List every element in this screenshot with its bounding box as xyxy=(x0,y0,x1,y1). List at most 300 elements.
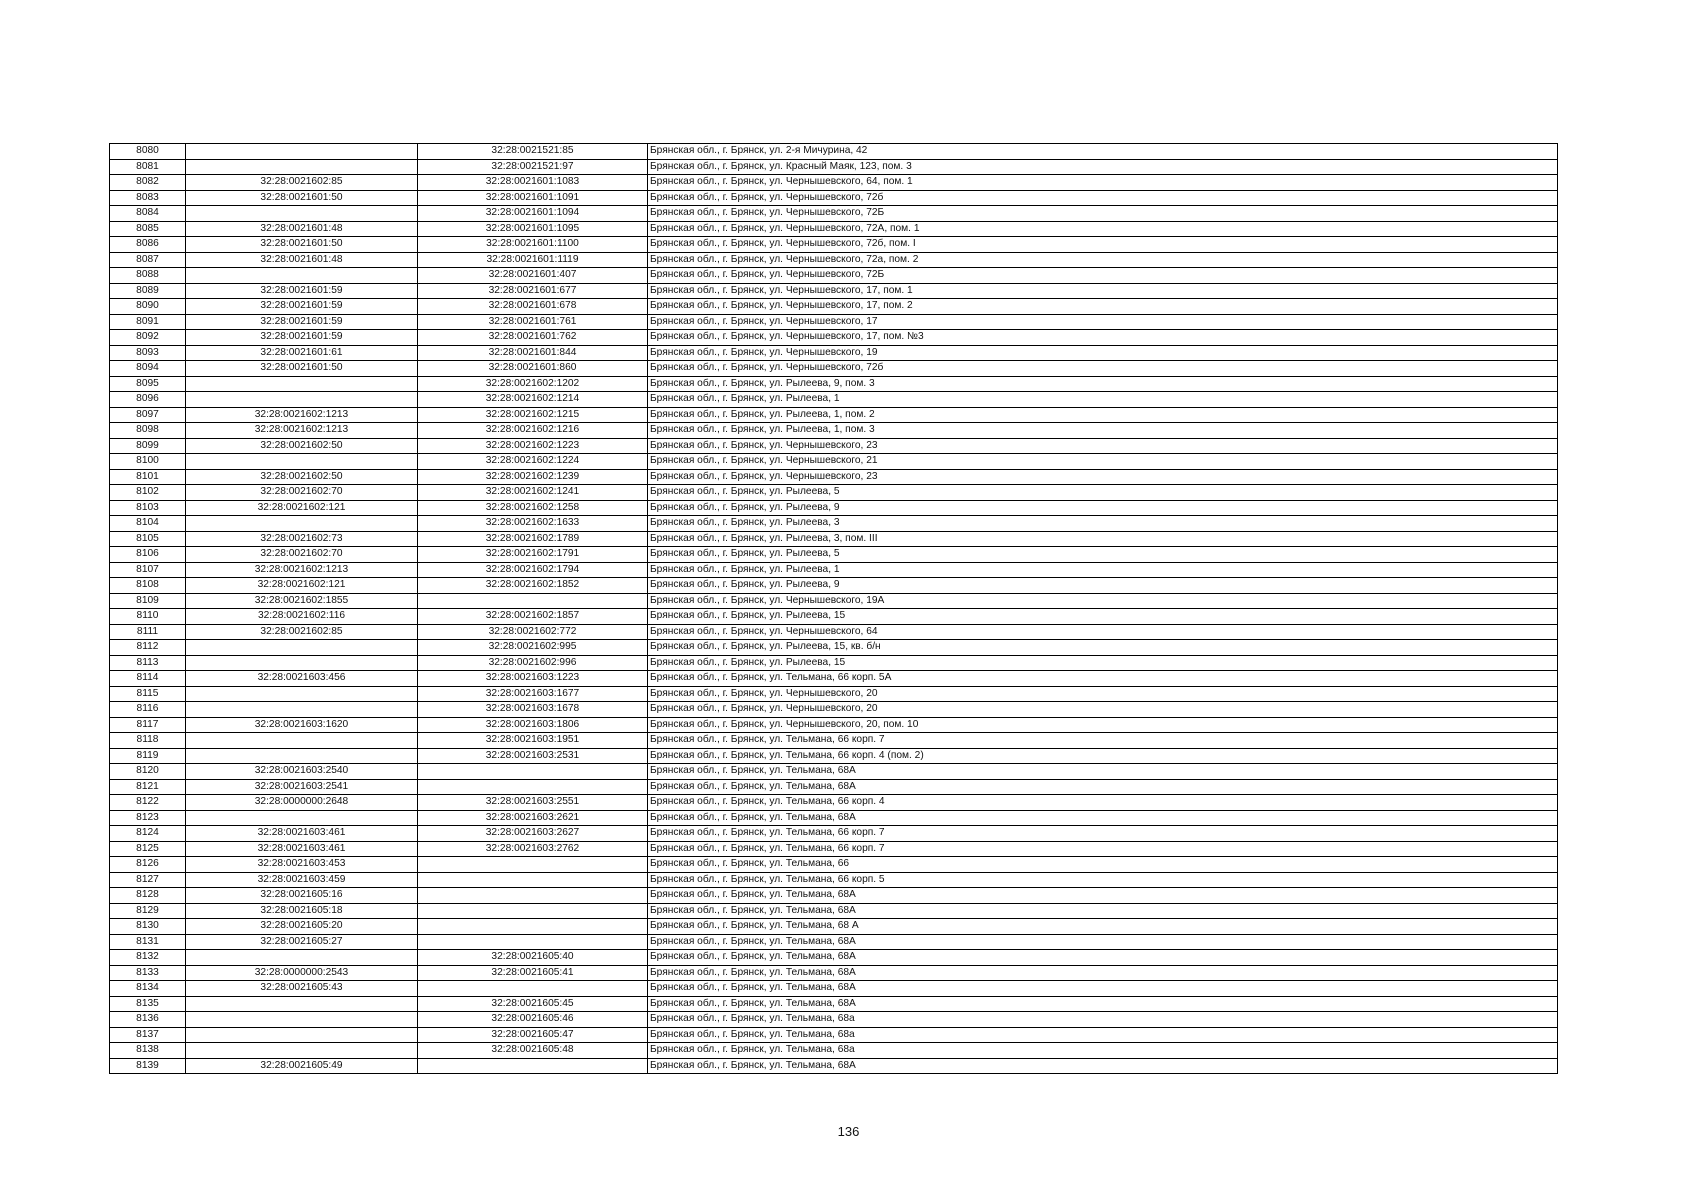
table-row xyxy=(110,516,1558,532)
cadastral-number-cell: 32:28:0021601:1091 xyxy=(418,190,648,206)
cadastral-number-cell: 32:28:0021602:995 xyxy=(418,640,648,656)
table-row xyxy=(110,500,1558,516)
cadastral-number-cell: 32:28:0021602:996 xyxy=(418,655,648,671)
table-row xyxy=(110,438,1558,454)
cadastral-number-cell xyxy=(418,934,648,950)
parent-cadastral-cell xyxy=(186,454,418,470)
table-row xyxy=(110,593,1558,609)
address-cell: Брянская обл., г. Брянск, ул. Рылеева, 5 xyxy=(648,547,1558,563)
parent-cadastral-cell: 32:28:0021603:2541 xyxy=(186,779,418,795)
registry-sheet xyxy=(109,143,1557,1074)
cadastral-number-cell xyxy=(418,919,648,935)
cadastral-number-cell: 32:28:0021602:1224 xyxy=(418,454,648,470)
table-row xyxy=(110,531,1558,547)
row-number-cell: 8095 xyxy=(110,376,186,392)
parent-cadastral-cell: 32:28:0021601:50 xyxy=(186,190,418,206)
cadastral-number-cell: 32:28:0021602:1202 xyxy=(418,376,648,392)
cadastral-number-cell: 32:28:0021601:1119 xyxy=(418,252,648,268)
cadastral-number-cell: 32:28:0021601:1100 xyxy=(418,237,648,253)
cadastral-number-cell: 32:28:0021601:677 xyxy=(418,283,648,299)
row-number-cell: 8096 xyxy=(110,392,186,408)
cadastral-number-cell: 32:28:0021603:2531 xyxy=(418,748,648,764)
parent-cadastral-cell: 32:28:0000000:2543 xyxy=(186,965,418,981)
row-number-cell: 8133 xyxy=(110,965,186,981)
table-row xyxy=(110,919,1558,935)
row-number-cell: 8092 xyxy=(110,330,186,346)
address-cell: Брянская обл., г. Брянск, ул. Тельмана, 66 корп. 4 (пом. 2) xyxy=(648,748,1558,764)
cadastral-number-cell: 32:28:0021602:1633 xyxy=(418,516,648,532)
row-number-cell: 8094 xyxy=(110,361,186,377)
parent-cadastral-cell: 32:28:0021605:18 xyxy=(186,903,418,919)
address-cell: Брянская обл., г. Брянск, ул. Рылеева, 15 xyxy=(648,655,1558,671)
address-cell: Брянская обл., г. Брянск, ул. Красный Маяк, 123, пом. 3 xyxy=(648,159,1558,175)
table-row xyxy=(110,795,1558,811)
parent-cadastral-cell: 32:28:0021601:48 xyxy=(186,221,418,237)
row-number-cell: 8085 xyxy=(110,221,186,237)
row-number-cell: 8125 xyxy=(110,841,186,857)
table-row xyxy=(110,671,1558,687)
row-number-cell: 8103 xyxy=(110,500,186,516)
address-cell: Брянская обл., г. Брянск, ул. Тельмана, 66 корп. 5А xyxy=(648,671,1558,687)
address-cell: Брянская обл., г. Брянск, ул. Тельмана, 68А xyxy=(648,996,1558,1012)
address-cell: Брянская обл., г. Брянск, ул. Тельмана, 68А xyxy=(648,764,1558,780)
parent-cadastral-cell: 32:28:0021602:73 xyxy=(186,531,418,547)
address-cell: Брянская обл., г. Брянск, ул. Чернышевского, 23 xyxy=(648,438,1558,454)
row-number-cell: 8115 xyxy=(110,686,186,702)
address-cell: Брянская обл., г. Брянск, ул. Тельмана, 68А xyxy=(648,981,1558,997)
row-number-cell: 8097 xyxy=(110,407,186,423)
cadastral-number-cell: 32:28:0021605:48 xyxy=(418,1043,648,1059)
cadastral-number-cell: 32:28:0021602:1216 xyxy=(418,423,648,439)
address-cell: Брянская обл., г. Брянск, ул. Тельмана, 66 корп. 7 xyxy=(648,733,1558,749)
table-row xyxy=(110,624,1558,640)
address-cell: Брянская обл., г. Брянск, ул. Чернышевского, 64 xyxy=(648,624,1558,640)
table-row xyxy=(110,609,1558,625)
address-cell: Брянская обл., г. Брянск, ул. Рылеева, 1, пом. 2 xyxy=(648,407,1558,423)
parent-cadastral-cell: 32:28:0021602:50 xyxy=(186,469,418,485)
table-row xyxy=(110,1043,1558,1059)
address-cell: Брянская обл., г. Брянск, ул. Чернышевского, 17, пом. 1 xyxy=(648,283,1558,299)
parent-cadastral-cell xyxy=(186,810,418,826)
table-row xyxy=(110,469,1558,485)
cadastral-number-cell xyxy=(418,593,648,609)
address-cell: Брянская обл., г. Брянск, ул. Тельмана, 68А xyxy=(648,779,1558,795)
row-number-cell: 8124 xyxy=(110,826,186,842)
cadastral-number-cell: 32:28:0021601:407 xyxy=(418,268,648,284)
parent-cadastral-cell: 32:28:0021603:459 xyxy=(186,872,418,888)
row-number-cell: 8138 xyxy=(110,1043,186,1059)
table-row xyxy=(110,144,1558,160)
row-number-cell: 8101 xyxy=(110,469,186,485)
table-row xyxy=(110,361,1558,377)
table-row xyxy=(110,547,1558,563)
cadastral-number-cell: 32:28:0021602:1857 xyxy=(418,609,648,625)
parent-cadastral-cell: 32:28:0021602:1213 xyxy=(186,423,418,439)
table-row xyxy=(110,330,1558,346)
address-cell: Брянская обл., г. Брянск, ул. Чернышевского, 23 xyxy=(648,469,1558,485)
cadastral-number-cell: 32:28:0021605:41 xyxy=(418,965,648,981)
address-cell: Брянская обл., г. Брянск, ул. Чернышевского, 64, пом. 1 xyxy=(648,175,1558,191)
address-cell: Брянская обл., г. Брянск, ул. Чернышевского, 72б, пом. I xyxy=(648,237,1558,253)
table-row xyxy=(110,748,1558,764)
row-number-cell: 8136 xyxy=(110,1012,186,1028)
cadastral-number-cell: 32:28:0021603:1678 xyxy=(418,702,648,718)
cadastral-number-cell: 32:28:0021603:1223 xyxy=(418,671,648,687)
address-cell: Брянская обл., г. Брянск, ул. Тельмана, 68а xyxy=(648,1043,1558,1059)
table-row xyxy=(110,857,1558,873)
table-row xyxy=(110,578,1558,594)
address-cell: Брянская обл., г. Брянск, ул. Тельмана, 68А xyxy=(648,903,1558,919)
row-number-cell: 8089 xyxy=(110,283,186,299)
row-number-cell: 8108 xyxy=(110,578,186,594)
table-row xyxy=(110,407,1558,423)
cadastral-number-cell: 32:28:0021601:1094 xyxy=(418,206,648,222)
cadastral-number-cell: 32:28:0021602:1214 xyxy=(418,392,648,408)
parent-cadastral-cell: 32:28:0021602:121 xyxy=(186,578,418,594)
parent-cadastral-cell xyxy=(186,686,418,702)
row-number-cell: 8113 xyxy=(110,655,186,671)
row-number-cell: 8120 xyxy=(110,764,186,780)
row-number-cell: 8130 xyxy=(110,919,186,935)
cadastral-number-cell: 32:28:0021601:678 xyxy=(418,299,648,315)
row-number-cell: 8139 xyxy=(110,1058,186,1074)
parent-cadastral-cell: 32:28:0021601:48 xyxy=(186,252,418,268)
address-cell: Брянская обл., г. Брянск, ул. Чернышевского, 72А, пом. 1 xyxy=(648,221,1558,237)
table-row xyxy=(110,826,1558,842)
parent-cadastral-cell: 32:28:0021605:27 xyxy=(186,934,418,950)
parent-cadastral-cell: 32:28:0021601:50 xyxy=(186,237,418,253)
address-cell: Брянская обл., г. Брянск, ул. Чернышевского, 72б xyxy=(648,190,1558,206)
row-number-cell: 8080 xyxy=(110,144,186,160)
table-row xyxy=(110,934,1558,950)
row-number-cell: 8135 xyxy=(110,996,186,1012)
cadastral-number-cell: 32:28:0021603:2551 xyxy=(418,795,648,811)
cadastral-number-cell: 32:28:0021605:47 xyxy=(418,1027,648,1043)
row-number-cell: 8129 xyxy=(110,903,186,919)
parent-cadastral-cell xyxy=(186,159,418,175)
address-cell: Брянская обл., г. Брянск, ул. Тельмана, 68а xyxy=(648,1027,1558,1043)
row-number-cell: 8084 xyxy=(110,206,186,222)
parent-cadastral-cell xyxy=(186,996,418,1012)
cadastral-number-cell: 32:28:0021602:1241 xyxy=(418,485,648,501)
cadastral-number-cell xyxy=(418,1058,648,1074)
row-number-cell: 8105 xyxy=(110,531,186,547)
address-cell: Брянская обл., г. Брянск, ул. Тельмана, 68А xyxy=(648,965,1558,981)
table-row xyxy=(110,283,1558,299)
parent-cadastral-cell: 32:28:0021603:2540 xyxy=(186,764,418,780)
table-row xyxy=(110,1058,1558,1074)
parent-cadastral-cell: 32:28:0021605:16 xyxy=(186,888,418,904)
parent-cadastral-cell: 32:28:0021601:59 xyxy=(186,330,418,346)
table-row xyxy=(110,454,1558,470)
row-number-cell: 8121 xyxy=(110,779,186,795)
address-cell: Брянская обл., г. Брянск, ул. Тельмана, 66 корп. 7 xyxy=(648,841,1558,857)
table-row xyxy=(110,252,1558,268)
parent-cadastral-cell: 32:28:0021602:116 xyxy=(186,609,418,625)
row-number-cell: 8107 xyxy=(110,562,186,578)
parent-cadastral-cell xyxy=(186,733,418,749)
parent-cadastral-cell xyxy=(186,392,418,408)
address-cell: Брянская обл., г. Брянск, ул. Тельмана, 68А xyxy=(648,1058,1558,1074)
row-number-cell: 8109 xyxy=(110,593,186,609)
row-number-cell: 8118 xyxy=(110,733,186,749)
parent-cadastral-cell xyxy=(186,702,418,718)
cadastral-number-cell: 32:28:0021602:1791 xyxy=(418,547,648,563)
parent-cadastral-cell: 32:28:0021601:61 xyxy=(186,345,418,361)
cadastral-number-cell: 32:28:0021602:1215 xyxy=(418,407,648,423)
row-number-cell: 8104 xyxy=(110,516,186,532)
table-row xyxy=(110,485,1558,501)
address-cell: Брянская обл., г. Брянск, ул. Чернышевского, 72Б xyxy=(648,206,1558,222)
cadastral-number-cell: 32:28:0021602:1258 xyxy=(418,500,648,516)
parent-cadastral-cell: 32:28:0021603:1620 xyxy=(186,717,418,733)
table-row xyxy=(110,950,1558,966)
address-cell: Брянская обл., г. Брянск, ул. Рылеева, 15, кв. б/н xyxy=(648,640,1558,656)
parent-cadastral-cell: 32:28:0021603:461 xyxy=(186,841,418,857)
table-row xyxy=(110,717,1558,733)
table-row xyxy=(110,1012,1558,1028)
parent-cadastral-cell: 32:28:0021605:20 xyxy=(186,919,418,935)
row-number-cell: 8123 xyxy=(110,810,186,826)
address-cell: Брянская обл., г. Брянск, ул. Чернышевского, 19 xyxy=(648,345,1558,361)
parent-cadastral-cell xyxy=(186,144,418,160)
row-number-cell: 8132 xyxy=(110,950,186,966)
parent-cadastral-cell: 32:28:0021601:59 xyxy=(186,314,418,330)
cadastral-number-cell: 32:28:0021601:1083 xyxy=(418,175,648,191)
address-cell: Брянская обл., г. Брянск, ул. Рылеева, 5 xyxy=(648,485,1558,501)
parent-cadastral-cell: 32:28:0021603:456 xyxy=(186,671,418,687)
row-number-cell: 8081 xyxy=(110,159,186,175)
row-number-cell: 8106 xyxy=(110,547,186,563)
address-cell: Брянская обл., г. Брянск, ул. Рылеева, 1, пом. 3 xyxy=(648,423,1558,439)
address-cell: Брянская обл., г. Брянск, ул. Чернышевского, 21 xyxy=(648,454,1558,470)
table-row xyxy=(110,175,1558,191)
table-row xyxy=(110,314,1558,330)
cadastral-number-cell: 32:28:0021601:761 xyxy=(418,314,648,330)
address-cell: Брянская обл., г. Брянск, ул. Рылеева, 1 xyxy=(648,392,1558,408)
cadastral-number-cell: 32:28:0021602:1852 xyxy=(418,578,648,594)
cadastral-number-cell: 32:28:0021601:844 xyxy=(418,345,648,361)
row-number-cell: 8100 xyxy=(110,454,186,470)
address-cell: Брянская обл., г. Брянск, ул. Рылеева, 3, пом. III xyxy=(648,531,1558,547)
row-number-cell: 8098 xyxy=(110,423,186,439)
parent-cadastral-cell xyxy=(186,1043,418,1059)
parent-cadastral-cell: 32:28:0000000:2648 xyxy=(186,795,418,811)
row-number-cell: 8112 xyxy=(110,640,186,656)
address-cell: Брянская обл., г. Брянск, ул. Тельмана, 66 xyxy=(648,857,1558,873)
address-cell: Брянская обл., г. Брянск, ул. 2-я Мичурина, 42 xyxy=(648,144,1558,160)
address-cell: Брянская обл., г. Брянск, ул. Чернышевского, 20, пом. 10 xyxy=(648,717,1558,733)
table-row xyxy=(110,764,1558,780)
row-number-cell: 8117 xyxy=(110,717,186,733)
cadastral-number-cell: 32:28:0021605:40 xyxy=(418,950,648,966)
parent-cadastral-cell: 32:28:0021605:49 xyxy=(186,1058,418,1074)
table-row xyxy=(110,392,1558,408)
table-row xyxy=(110,810,1558,826)
table-row xyxy=(110,872,1558,888)
cadastral-number-cell xyxy=(418,903,648,919)
cadastral-number-cell: 32:28:0021603:1806 xyxy=(418,717,648,733)
parent-cadastral-cell xyxy=(186,640,418,656)
cadastral-number-cell: 32:28:0021602:1794 xyxy=(418,562,648,578)
parent-cadastral-cell: 32:28:0021601:59 xyxy=(186,283,418,299)
address-cell: Брянская обл., г. Брянск, ул. Чернышевского, 20 xyxy=(648,686,1558,702)
address-cell: Брянская обл., г. Брянск, ул. Чернышевского, 72Б xyxy=(648,268,1558,284)
cadastral-number-cell xyxy=(418,857,648,873)
row-number-cell: 8090 xyxy=(110,299,186,315)
row-number-cell: 8110 xyxy=(110,609,186,625)
table-row xyxy=(110,423,1558,439)
parent-cadastral-cell: 32:28:0021603:453 xyxy=(186,857,418,873)
cadastral-number-cell: 32:28:0021605:46 xyxy=(418,1012,648,1028)
table-row xyxy=(110,562,1558,578)
table-row xyxy=(110,268,1558,284)
address-cell: Брянская обл., г. Брянск, ул. Рылеева, 9 xyxy=(648,500,1558,516)
parent-cadastral-cell xyxy=(186,268,418,284)
parent-cadastral-cell: 32:28:0021602:85 xyxy=(186,624,418,640)
cadastral-number-cell: 32:28:0021603:2627 xyxy=(418,826,648,842)
row-number-cell: 8137 xyxy=(110,1027,186,1043)
parent-cadastral-cell xyxy=(186,1012,418,1028)
page-number: 136 xyxy=(837,1124,860,1139)
parent-cadastral-cell: 32:28:0021602:1213 xyxy=(186,407,418,423)
parent-cadastral-cell xyxy=(186,748,418,764)
address-cell: Брянская обл., г. Брянск, ул. Рылеева, 15 xyxy=(648,609,1558,625)
table-row xyxy=(110,996,1558,1012)
address-cell: Брянская обл., г. Брянск, ул. Тельмана, 68А xyxy=(648,888,1558,904)
table-row xyxy=(110,237,1558,253)
row-number-cell: 8087 xyxy=(110,252,186,268)
row-number-cell: 8126 xyxy=(110,857,186,873)
table-row xyxy=(110,733,1558,749)
row-number-cell: 8116 xyxy=(110,702,186,718)
table-row xyxy=(110,221,1558,237)
row-number-cell: 8119 xyxy=(110,748,186,764)
row-number-cell: 8082 xyxy=(110,175,186,191)
row-number-cell: 8128 xyxy=(110,888,186,904)
parent-cadastral-cell: 32:28:0021602:1855 xyxy=(186,593,418,609)
address-cell: Брянская обл., г. Брянск, ул. Тельмана, 68А xyxy=(648,934,1558,950)
address-cell: Брянская обл., г. Брянск, ул. Чернышевского, 72б xyxy=(648,361,1558,377)
table-row xyxy=(110,841,1558,857)
table-row xyxy=(110,159,1558,175)
parent-cadastral-cell: 32:28:0021602:1213 xyxy=(186,562,418,578)
cadastral-number-cell: 32:28:0021521:85 xyxy=(418,144,648,160)
cadastral-number-cell: 32:28:0021602:1239 xyxy=(418,469,648,485)
row-number-cell: 8083 xyxy=(110,190,186,206)
row-number-cell: 8086 xyxy=(110,237,186,253)
cadastral-number-cell: 32:28:0021603:2762 xyxy=(418,841,648,857)
address-cell: Брянская обл., г. Брянск, ул. Тельмана, 66 корп. 7 xyxy=(648,826,1558,842)
row-number-cell: 8093 xyxy=(110,345,186,361)
address-cell: Брянская обл., г. Брянск, ул. Чернышевского, 17, пом. 2 xyxy=(648,299,1558,315)
table-row xyxy=(110,1027,1558,1043)
parent-cadastral-cell xyxy=(186,206,418,222)
cadastral-number-cell: 32:28:0021603:1677 xyxy=(418,686,648,702)
table-row xyxy=(110,640,1558,656)
table-row xyxy=(110,702,1558,718)
table-row xyxy=(110,655,1558,671)
table-row xyxy=(110,686,1558,702)
cadastral-number-cell: 32:28:0021603:2621 xyxy=(418,810,648,826)
address-cell: Брянская обл., г. Брянск, ул. Тельмана, 68А xyxy=(648,810,1558,826)
table-row xyxy=(110,888,1558,904)
table-row xyxy=(110,345,1558,361)
address-cell: Брянская обл., г. Брянск, ул. Тельмана, 66 корп. 5 xyxy=(648,872,1558,888)
parent-cadastral-cell xyxy=(186,655,418,671)
registry-table xyxy=(109,143,1558,1074)
table-row xyxy=(110,965,1558,981)
table-row xyxy=(110,299,1558,315)
address-cell: Брянская обл., г. Брянск, ул. Тельмана, 66 корп. 4 xyxy=(648,795,1558,811)
table-row xyxy=(110,779,1558,795)
row-number-cell: 8114 xyxy=(110,671,186,687)
cadastral-number-cell: 32:28:0021602:1223 xyxy=(418,438,648,454)
row-number-cell: 8127 xyxy=(110,872,186,888)
cadastral-number-cell: 32:28:0021601:1095 xyxy=(418,221,648,237)
address-cell: Брянская обл., г. Брянск, ул. Тельмана, 68А xyxy=(648,950,1558,966)
address-cell: Брянская обл., г. Брянск, ул. Тельмана, 68 А xyxy=(648,919,1558,935)
address-cell: Брянская обл., г. Брянск, ул. Тельмана, 68а xyxy=(648,1012,1558,1028)
parent-cadastral-cell xyxy=(186,516,418,532)
cadastral-number-cell xyxy=(418,981,648,997)
address-cell: Брянская обл., г. Брянск, ул. Чернышевского, 19А xyxy=(648,593,1558,609)
parent-cadastral-cell: 32:28:0021602:70 xyxy=(186,547,418,563)
parent-cadastral-cell: 32:28:0021602:70 xyxy=(186,485,418,501)
address-cell: Брянская обл., г. Брянск, ул. Рылеева, 3 xyxy=(648,516,1558,532)
address-cell: Брянская обл., г. Брянск, ул. Чернышевского, 17, пом. №3 xyxy=(648,330,1558,346)
cadastral-number-cell: 32:28:0021602:772 xyxy=(418,624,648,640)
cadastral-number-cell xyxy=(418,872,648,888)
cadastral-number-cell: 32:28:0021601:762 xyxy=(418,330,648,346)
table-row xyxy=(110,903,1558,919)
address-cell: Брянская обл., г. Брянск, ул. Рылеева, 1 xyxy=(648,562,1558,578)
parent-cadastral-cell xyxy=(186,950,418,966)
row-number-cell: 8134 xyxy=(110,981,186,997)
cadastral-number-cell: 32:28:0021605:45 xyxy=(418,996,648,1012)
table-row xyxy=(110,206,1558,222)
row-number-cell: 8122 xyxy=(110,795,186,811)
row-number-cell: 8111 xyxy=(110,624,186,640)
registry-table-body xyxy=(110,144,1558,1074)
cadastral-number-cell: 32:28:0021521:97 xyxy=(418,159,648,175)
row-number-cell: 8091 xyxy=(110,314,186,330)
cadastral-number-cell: 32:28:0021602:1789 xyxy=(418,531,648,547)
table-row xyxy=(110,981,1558,997)
address-cell: Брянская обл., г. Брянск, ул. Чернышевского, 17 xyxy=(648,314,1558,330)
address-cell: Брянская обл., г. Брянск, ул. Чернышевского, 20 xyxy=(648,702,1558,718)
address-cell: Брянская обл., г. Брянск, ул. Рылеева, 9 xyxy=(648,578,1558,594)
parent-cadastral-cell: 32:28:0021601:59 xyxy=(186,299,418,315)
parent-cadastral-cell xyxy=(186,376,418,392)
row-number-cell: 8088 xyxy=(110,268,186,284)
parent-cadastral-cell xyxy=(186,1027,418,1043)
cadastral-number-cell xyxy=(418,764,648,780)
parent-cadastral-cell: 32:28:0021602:85 xyxy=(186,175,418,191)
row-number-cell: 8102 xyxy=(110,485,186,501)
table-row xyxy=(110,376,1558,392)
row-number-cell: 8099 xyxy=(110,438,186,454)
parent-cadastral-cell: 32:28:0021602:50 xyxy=(186,438,418,454)
parent-cadastral-cell: 32:28:0021602:121 xyxy=(186,500,418,516)
row-number-cell: 8131 xyxy=(110,934,186,950)
address-cell: Брянская обл., г. Брянск, ул. Чернышевского, 72а, пом. 2 xyxy=(648,252,1558,268)
cadastral-number-cell: 32:28:0021601:860 xyxy=(418,361,648,377)
cadastral-number-cell xyxy=(418,888,648,904)
cadastral-number-cell: 32:28:0021603:1951 xyxy=(418,733,648,749)
table-row xyxy=(110,190,1558,206)
address-cell: Брянская обл., г. Брянск, ул. Рылеева, 9, пом. 3 xyxy=(648,376,1558,392)
